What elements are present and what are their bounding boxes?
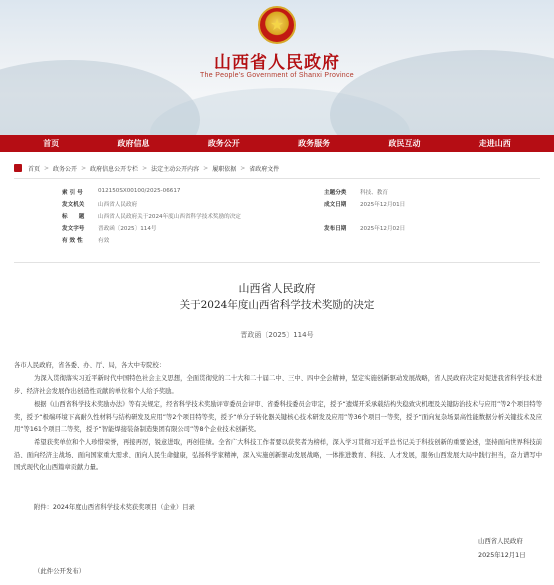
main-nav: [0, 135, 554, 152]
meta-validity: 有 效 性 有效: [62, 238, 110, 244]
publication-note: （此件公开发布）: [34, 567, 86, 575]
meta-issuer: 发文机关 山西省人民政府: [62, 202, 138, 208]
breadcrumb-separator: >: [142, 164, 148, 172]
national-emblem-icon[interactable]: ★: [258, 6, 296, 44]
breadcrumb-separator: >: [203, 164, 209, 172]
nav-item-home[interactable]: 首页: [43, 139, 60, 148]
breadcrumb-open-affairs[interactable]: 政务公开: [53, 165, 78, 173]
meta-published: 发布日期 2025年12月02日: [324, 226, 406, 232]
breadcrumb-info-column[interactable]: 政府信息公开专栏: [90, 165, 139, 173]
signature-org: 山西省人民政府: [478, 537, 523, 545]
nav-item-open-affairs[interactable]: 政务公开: [207, 139, 240, 148]
meta-title: 标 题 山西省人民政府关于2024年度山西省科学技术奖励的决定: [62, 214, 241, 220]
signature-date: 2025年12月1日: [478, 551, 526, 559]
breadcrumb-separator: >: [240, 164, 246, 172]
meta-created: 成文日期 2025年12月01日: [324, 202, 406, 208]
site-subtitle: The People's Government of Shanxi Province: [199, 72, 354, 79]
site-title[interactable]: 山西省人民政府: [214, 53, 340, 73]
meta-category: 主题分类 科技、教育: [324, 190, 388, 196]
breadcrumb-basis[interactable]: 履职依据: [212, 165, 237, 173]
salutation: 各市人民政府，省各委、办、厅、局，各大中专院校：: [14, 362, 166, 369]
paragraph: 希望获奖单位和个人珍惜荣誉，再接再厉，锐意进取，再创佳绩。全省广大科技工作者要以获奖者为榜样，深入学习贯彻习近平总书记关于科技创新的重要论述，坚持面向世界科技前沿、面向经济主战场、面向国家重大需求、面向人民生命健康，弘扬科学家精神，深入实施创新驱动发展战略，一体推进教育、科技、人才发展，服务山西发展大局中践行担当，奋力谱写中国式现代化山西篇章贡献力量。: [14, 439, 542, 472]
document-meta: [48, 184, 508, 254]
paragraph: 根据《山西省科学技术奖励办法》等有关规定，经省科学技术奖励评审委员会评审、省委科技委员会审定，授予“遗煤开采承载结构失稳致灾机理及关键防治技术与应用”等2个项目特等奖，授予“极端环境下高耐久性材料与结构研发及应用”等2个项目特等奖，授予“单分子转化器关键核心技术研发及应用”等36个项目一等奖，授予“面向复杂场景高性能数据分析关键技术及应用”等161个项目二等奖，授予“智能焊接装备制造集团有限公司”等8个企业技术创新奖。: [14, 401, 542, 434]
nav-item-government-info[interactable]: 政府信息: [117, 139, 150, 148]
breadcrumb-statutory[interactable]: 法定主动公开内容: [151, 165, 200, 173]
site-header: [0, 0, 554, 135]
breadcrumb-separator: >: [44, 164, 50, 172]
nav-item-interaction[interactable]: 政民互动: [388, 139, 421, 148]
breadcrumb-separator: >: [81, 164, 87, 172]
meta-docno: 发文字号 晋政函〔2025〕114号: [62, 226, 157, 232]
location-icon: [14, 164, 22, 172]
meta-index: 索 引 号 012150SX00100/2025-06617: [62, 188, 181, 196]
attachment-line[interactable]: 附件：2024年度山西省科学技术奖获奖项目（企业）目录: [34, 504, 195, 511]
paragraph: 为深入贯彻落实习近平新时代中国特色社会主义思想，全面贯彻党的二十大和二十届二中、三中、四中全会精神，坚定实施创新驱动发展战略，省人民政府决定对促进我省科学技术进步、经济社会发展作出创造性贡献的单位和个人给予奖励。: [14, 375, 542, 395]
nav-item-services[interactable]: 政务服务: [298, 139, 331, 148]
document-number: 晋政函〔2025〕114号: [240, 331, 314, 339]
nav-item-about-shanxi[interactable]: 走进山西: [478, 139, 511, 148]
divider: [14, 178, 540, 179]
breadcrumb-home[interactable]: 首页: [28, 165, 41, 173]
breadcrumb: [14, 161, 544, 175]
divider: [14, 262, 540, 263]
document-title: 关于2024年度山西省科学技术奖励的决定: [179, 299, 375, 311]
document-issuer-heading: 山西省人民政府: [238, 282, 316, 295]
breadcrumb-province-docs[interactable]: 省政府文件: [249, 165, 280, 173]
